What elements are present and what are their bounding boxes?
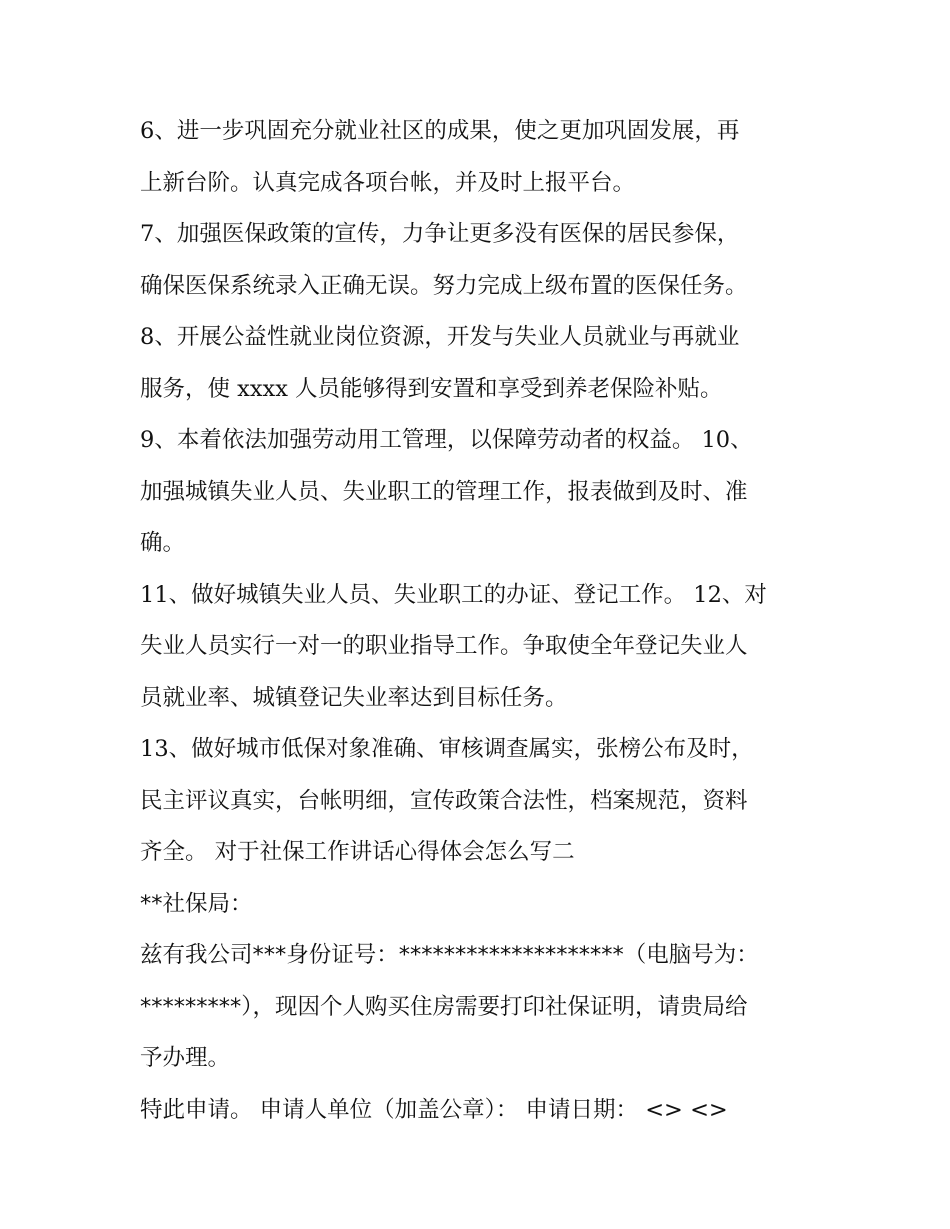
text-line: **社保局： bbox=[140, 890, 253, 917]
text-line: 上新台阶。认真完成各项台帐，并及时上报平台。 bbox=[140, 169, 636, 196]
text-line: 兹有我公司***身份证号：********************（电脑号为： bbox=[140, 942, 759, 968]
text-line: 11、做好城镇失业人员、失业职工的办证、登记工作。 12、对 bbox=[140, 581, 767, 608]
paragraph-item-13 bbox=[140, 724, 820, 879]
paragraph-item-9 bbox=[140, 415, 820, 570]
text-line: 予办理。 bbox=[140, 1045, 231, 1071]
text-line: 失业人员实行一对一的职业指导工作。争取使全年登记失业人 bbox=[140, 633, 748, 659]
document-body bbox=[140, 106, 820, 1136]
letter-body bbox=[140, 930, 820, 1085]
paragraph-item-11 bbox=[140, 570, 820, 725]
paragraph-item-8 bbox=[140, 312, 820, 415]
text-line: 齐全。 对于社保工作讲话心得体会怎么写二 bbox=[140, 839, 575, 865]
paragraph-item-6 bbox=[140, 106, 820, 209]
text-line: 9、本着依法加强劳动用工管理，以保障劳动者的权益。 10、 bbox=[140, 427, 753, 453]
text-line: 确。 bbox=[140, 530, 186, 556]
text-line: 民主评议真实，台帐明细，宣传政策合法性，档案规范，资料 bbox=[140, 787, 748, 814]
text-line: *********），现因个人购买住房需要打印社保证明，请贵局给 bbox=[140, 993, 748, 1020]
text-line: 7、加强医保政策的宣传，力争让更多没有医保的居民参保， bbox=[140, 221, 740, 247]
text-line: 员就业率、城镇登记失业率达到目标任务。 bbox=[140, 684, 568, 711]
text-line: 确保医保系统录入正确无误。努力完成上级布置的医保任务。 bbox=[140, 272, 748, 299]
text-line: 服务，使 xxxx 人员能够得到安置和享受到养老保险补贴。 bbox=[140, 375, 723, 402]
text-line: 加强城镇失业人员、失业职工的管理工作，报表做到及时、准 bbox=[140, 478, 748, 505]
paragraph-item-7 bbox=[140, 209, 820, 312]
text-line: 特此申请。 申请人单位（加盖公章）： 申请日期： <> <> bbox=[140, 1096, 728, 1123]
letter-closing bbox=[140, 1085, 820, 1137]
text-line: 8、开展公益性就业岗位资源，开发与失业人员就业与再就业 bbox=[140, 324, 740, 350]
letter-addressee bbox=[140, 879, 820, 931]
text-line: 13、做好城市低保对象准确、审核调查属实，张榜公布及时， bbox=[140, 736, 754, 762]
text-line: 6、进一步巩固充分就业社区的成果，使之更加巩固发展，再 bbox=[140, 118, 740, 144]
